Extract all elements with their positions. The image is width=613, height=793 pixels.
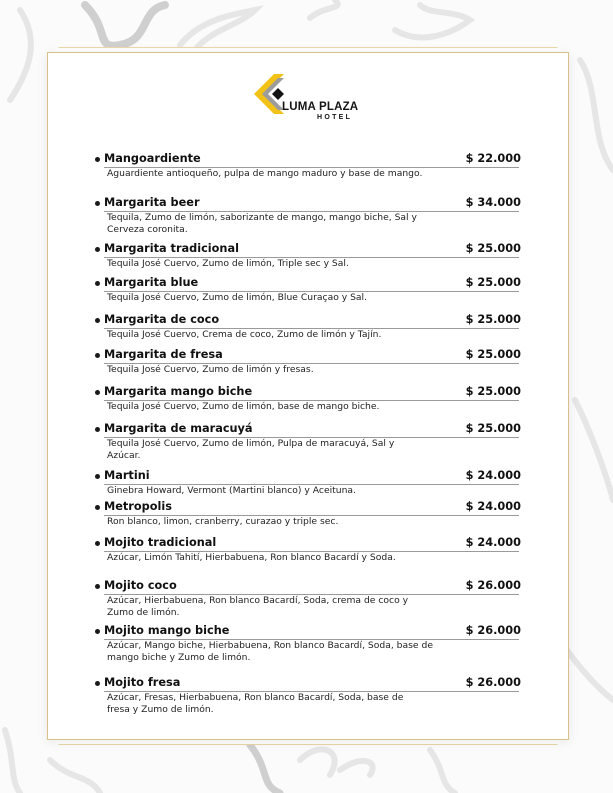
menu-item-header: [95, 385, 521, 400]
menu-item-name: Mojito fresa: [104, 676, 181, 689]
bullet-icon: [95, 584, 100, 589]
menu-item: [95, 313, 521, 341]
menu-item-price: $ 26.000: [465, 579, 521, 592]
bullet-icon: [95, 474, 100, 479]
bullet-icon: [95, 629, 100, 634]
menu-item-header: [95, 500, 521, 515]
menu-item-price: $ 25.000: [465, 313, 521, 326]
menu-item: [95, 242, 521, 270]
bullet-icon: [95, 353, 100, 358]
menu-item-name: Margarita tradicional: [104, 242, 239, 255]
bullet-icon: [95, 541, 100, 546]
menu-item-description: Aguardiente antioqueño, pulpa de mango maduro y base de mango.: [107, 168, 423, 179]
menu-item-description: Tequila José Cuervo, Crema de coco, Zumo de limón y Tajín.: [107, 329, 382, 340]
menu-item-description: Tequila José Cuervo, Zumo de limón y fresas.: [107, 364, 314, 375]
menu-item-description: Tequila, Zumo de limón, saborizante de mango, mango biche, Sal y Cerveza coronita.: [107, 212, 417, 235]
bullet-icon: [95, 318, 100, 323]
divider: [104, 400, 519, 401]
divider: [104, 167, 519, 168]
menu-item-header: [95, 422, 521, 437]
menu-item: [95, 276, 521, 304]
menu-item-header: [95, 313, 521, 328]
hotel-logo: [254, 74, 364, 126]
divider: [104, 211, 519, 212]
bullet-icon: [95, 427, 100, 432]
menu-item-description: Azúcar, Mango biche, Hierbabuena, Ron blanco Bacardí, Soda, base de mango biche y Zumo de limón.: [107, 640, 433, 663]
menu-item-description: Tequila José Cuervo, Zumo de limón, base de mango biche.: [107, 401, 380, 412]
divider: [104, 691, 519, 692]
menu-item: [95, 500, 521, 528]
menu-item-name: Metropolis: [104, 500, 172, 513]
bullet-icon: [95, 281, 100, 286]
divider: [104, 551, 519, 552]
bullet-icon: [95, 201, 100, 206]
menu-item-header: [95, 676, 521, 691]
menu-item: [95, 579, 521, 618]
menu-item: [95, 385, 521, 413]
menu-item-price: $ 22.000: [465, 152, 521, 165]
menu-item-name: Mojito tradicional: [104, 536, 217, 549]
menu-item-header: [95, 276, 521, 291]
menu-item-header: [95, 242, 521, 257]
menu-item: [95, 536, 521, 564]
menu-item-name: Margarita de maracuyá: [104, 422, 253, 435]
menu-item-name: Mojito mango biche: [104, 624, 230, 637]
menu-item-price: $ 24.000: [465, 536, 521, 549]
divider: [104, 639, 519, 640]
divider: [104, 328, 519, 329]
menu-item-price: $ 25.000: [465, 276, 521, 289]
bullet-icon: [95, 390, 100, 395]
menu-item: [95, 152, 521, 180]
menu-item-price: $ 24.000: [465, 469, 521, 482]
menu-item-name: Margarita de coco: [104, 313, 220, 326]
menu-item-name: Margarita mango biche: [104, 385, 253, 398]
divider: [104, 484, 519, 485]
menu-item-price: $ 25.000: [465, 348, 521, 361]
menu-item-name: Margarita beer: [104, 196, 200, 209]
menu-item-header: [95, 536, 521, 551]
menu-item-price: $ 34.000: [465, 196, 521, 209]
menu-item-description: Azúcar, Fresas, Hierbabuena, Ron blanco Bacardí, Soda, base de fresa y Zumo de limón.: [107, 692, 404, 715]
menu-item-price: $ 25.000: [465, 385, 521, 398]
menu-item: [95, 422, 521, 461]
divider: [104, 437, 519, 438]
menu-item: [95, 624, 521, 663]
menu-item-header: [95, 624, 521, 639]
menu-item-description: Tequila José Cuervo, Zumo de limón, Triple sec y Sal.: [107, 258, 349, 269]
menu-item-name: Margarita de fresa: [104, 348, 223, 361]
menu-item-header: [95, 196, 521, 211]
menu-item-price: $ 25.000: [465, 242, 521, 255]
divider: [104, 257, 519, 258]
menu-item-header: [95, 348, 521, 363]
bullet-icon: [95, 157, 100, 162]
menu-item-description: Azúcar, Hierbabuena, Ron blanco Bacardí, Soda, crema de coco y Zumo de limón.: [107, 595, 409, 618]
menu-item-description: Azúcar, Limón Tahití, Hierbabuena, Ron blanco Bacardí y Soda.: [107, 552, 396, 563]
menu-item: [95, 469, 521, 497]
menu-item: [95, 196, 521, 235]
logo-name: LUMA PLAZA: [282, 101, 359, 113]
menu-item-header: [95, 579, 521, 594]
bullet-icon: [95, 247, 100, 252]
menu-item: [95, 348, 521, 376]
menu-item-description: Ron blanco, limon, cranberry, curazao y triple sec.: [107, 516, 339, 527]
menu-item: [95, 676, 521, 715]
menu-item-price: $ 25.000: [465, 422, 521, 435]
bullet-icon: [95, 505, 100, 510]
menu-item-name: Martini: [104, 469, 150, 482]
menu-item-name: Mangoardiente: [104, 152, 201, 165]
divider: [104, 363, 519, 364]
menu-item-price: $ 24.000: [465, 500, 521, 513]
menu-item-price: $ 26.000: [465, 624, 521, 637]
divider: [104, 515, 519, 516]
logo-mark-icon: [254, 74, 294, 120]
menu-item-description: Tequila José Cuervo, Zumo de limón, Pulpa de maracuyá, Sal y Azúcar.: [107, 438, 395, 461]
menu-item-description: Ginebra Howard, Vermont (Martini blanco) y Aceituna.: [107, 485, 356, 496]
divider: [104, 594, 519, 595]
menu-item-header: [95, 469, 521, 484]
divider: [104, 291, 519, 292]
menu-item-name: Mojito coco: [104, 579, 177, 592]
menu-item-price: $ 26.000: [465, 676, 521, 689]
logo-subtitle: HOTEL: [317, 114, 353, 121]
menu-item-description: Tequila José Cuervo, Zumo de limón, Blue Curaçao y Sal.: [107, 292, 368, 303]
menu-item-header: [95, 152, 521, 167]
menu-item-name: Margarita blue: [104, 276, 199, 289]
bullet-icon: [95, 681, 100, 686]
